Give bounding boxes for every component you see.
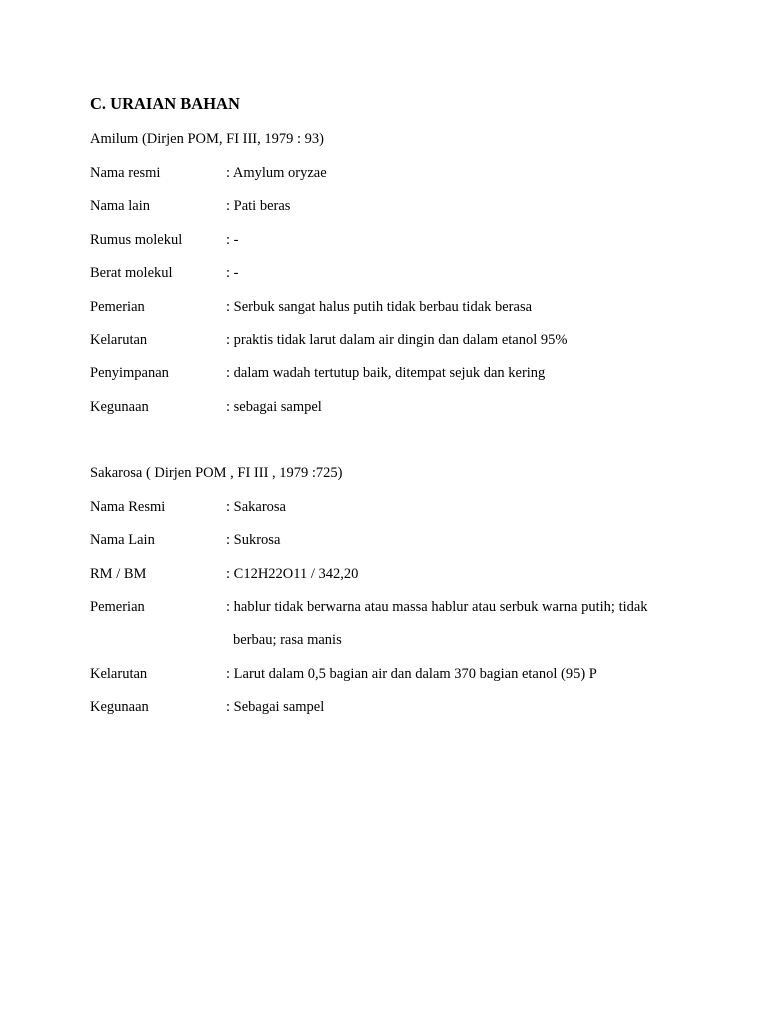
field-value: : Sakarosa: [226, 499, 286, 515]
field-label: Nama Lain: [90, 532, 155, 548]
field-label: Pemerian: [90, 599, 145, 615]
section-heading: C. URAIAN BAHAN: [90, 94, 240, 113]
field-value: : Sukrosa: [226, 532, 281, 548]
field-label: Nama Resmi: [90, 499, 166, 515]
field-value: : C12H22O11 / 342,20: [226, 566, 359, 582]
field-label: Kelarutan: [90, 332, 148, 348]
field-value: : Sebagai sampel: [226, 699, 325, 715]
field-label: Rumus molekul: [90, 232, 183, 248]
field-label: Kelarutan: [90, 666, 148, 682]
field-value: : Serbuk sangat halus putih tidak berbau tidak berasa: [226, 299, 533, 315]
field-value: : Amylum oryzae: [226, 165, 327, 181]
field-label: Nama lain: [90, 198, 150, 214]
field-value: : praktis tidak larut dalam air dingin dan dalam etanol 95%: [226, 332, 568, 348]
field-label: Kegunaan: [90, 699, 149, 715]
field-label: Nama resmi: [90, 165, 161, 181]
field-value: : -: [226, 265, 239, 281]
field-label: Penyimpanan: [90, 365, 169, 381]
field-value: : -: [226, 232, 239, 248]
field-label: RM / BM: [90, 566, 147, 582]
field-value: : dalam wadah tertutup baik, ditempat sejuk dan kering: [226, 365, 546, 381]
field-label: Berat molekul: [90, 265, 173, 281]
section-title-sakarosa: Sakarosa ( Dirjen POM , FI III , 1979 :725): [90, 465, 343, 481]
section-title-amilum: Amilum (Dirjen POM, FI III, 1979 : 93): [90, 131, 324, 147]
field-value-continuation: berbau; rasa manis: [233, 632, 342, 648]
field-value: : Pati beras: [226, 198, 291, 214]
field-label: Kegunaan: [90, 399, 149, 415]
field-label: Pemerian: [90, 299, 145, 315]
field-value: : hablur tidak berwarna atau massa hablur atau serbuk warna putih; tidak: [226, 599, 648, 615]
field-value: : sebagai sampel: [226, 399, 322, 415]
field-value: : Larut dalam 0,5 bagian air dan dalam 370 bagian etanol (95) P: [226, 666, 597, 682]
